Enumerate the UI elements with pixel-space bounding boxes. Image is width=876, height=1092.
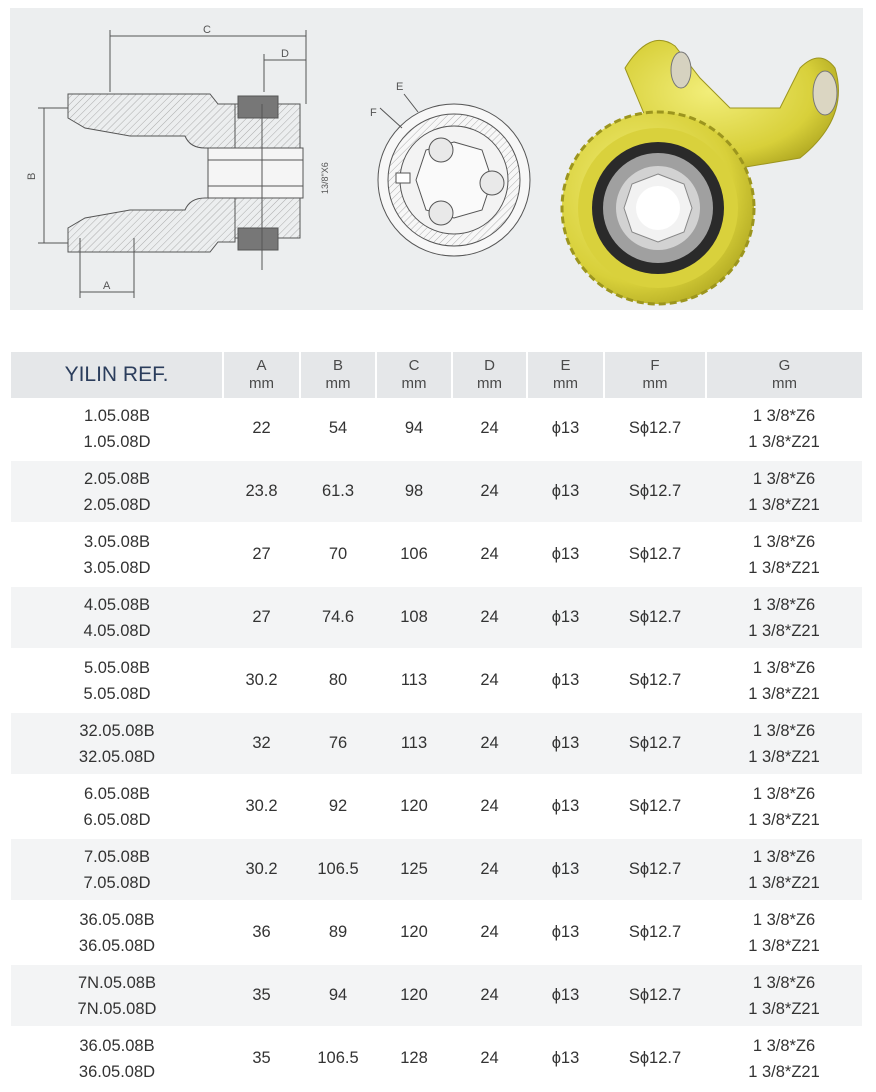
cell-a: 27 (223, 586, 300, 649)
header-g: G mm (706, 352, 862, 398)
cell-b: 54 (328, 419, 348, 437)
cell-c: 108 (376, 586, 452, 649)
table-row (11, 460, 862, 523)
header-c: C mm (376, 352, 452, 398)
cell-b: 70 (300, 523, 376, 586)
cell-ref: 7N.05.08B 7N.05.08D (11, 964, 223, 1027)
cell-g: 1 3/8*Z6 1 3/8*Z21 (706, 712, 862, 775)
cell-a: 27 (223, 523, 300, 586)
cell-a: 36 (223, 901, 300, 964)
cell-b: 61.3 (300, 460, 376, 523)
spline-label: 13/8"X6 (320, 162, 330, 194)
dimension-label-e: E (396, 81, 404, 93)
cell-d: 24 (452, 586, 527, 649)
side-section-view (38, 30, 306, 298)
cell-ref: 4.05.08B 4.05.08D (11, 586, 223, 649)
table-row (11, 964, 862, 1027)
cell-f: Sϕ12.7 (604, 964, 706, 1027)
cell-b: 80 (300, 649, 376, 712)
cell-c: 125 (376, 838, 452, 901)
cell-f: Sϕ12.7 (604, 523, 706, 586)
cell-d: 24 (480, 419, 499, 437)
cell-a: 35 (223, 964, 300, 1027)
cell-a: 22 (252, 419, 271, 437)
technical-drawing (10, 8, 863, 310)
cell-c: 94 (404, 419, 424, 437)
cell-f: Sϕ12.7 (604, 901, 706, 964)
cell-d: 24 (452, 649, 527, 712)
dimension-label-c: C (203, 24, 211, 36)
cell-d: 24 (452, 1027, 527, 1089)
dimension-label-b: B (26, 172, 38, 180)
table-row (11, 649, 862, 712)
cell-ref: 6.05.08B 6.05.08D (11, 775, 223, 838)
table-row (11, 901, 862, 964)
cell-g: 1 3/8*Z6 1 3/8*Z21 (706, 586, 862, 649)
cell-f: Sϕ12.7 (604, 775, 706, 838)
table-row (11, 775, 862, 838)
cell-c: 120 (376, 901, 452, 964)
header-ref: YILIN REF. (11, 352, 223, 398)
cell-g: 1 3/8*Z6 1 3/8*Z21 (706, 964, 862, 1027)
cell-ref: 2.05.08B 2.05.08D (11, 460, 223, 523)
cell-c: 120 (376, 775, 452, 838)
table-row (11, 398, 862, 460)
cell-f: Sϕ12.7 (604, 649, 706, 712)
cell-ref: 7.05.08B 7.05.08D (11, 838, 223, 901)
cell-a: 32 (223, 712, 300, 775)
cell-f: Sϕ12.7 (604, 460, 706, 523)
cell-b: 76 (300, 712, 376, 775)
cell-ref: 32.05.08B 32.05.08D (11, 712, 223, 775)
cell-g: 1 3/8*Z6 1 3/8*Z21 (706, 460, 862, 523)
cell-a: 30.2 (223, 649, 300, 712)
table-row (11, 838, 862, 901)
cell-d: 24 (452, 964, 527, 1027)
cell-e: ϕ13 (527, 964, 604, 1027)
cell-g: 1 3/8*Z6 1 3/8*Z21 (748, 406, 820, 451)
header-a: A mm (223, 352, 300, 398)
cell-f: Sϕ12.7 (604, 712, 706, 775)
cell-e: ϕ13 (527, 649, 604, 712)
cell-a: 30.2 (223, 775, 300, 838)
table-row (11, 523, 862, 586)
cell-d: 24 (452, 838, 527, 901)
cell-a: 23.8 (223, 460, 300, 523)
cell-b: 92 (300, 775, 376, 838)
table-row (11, 712, 862, 775)
header-e: E mm (527, 352, 604, 398)
cell-ref: 1.05.08B 1.05.08D (83, 406, 151, 451)
cell-g: 1 3/8*Z6 1 3/8*Z21 (706, 775, 862, 838)
dimension-label-f: F (370, 107, 377, 119)
cell-d: 24 (452, 775, 527, 838)
product-figure (10, 8, 863, 310)
cell-d: 24 (452, 460, 527, 523)
cell-c: 113 (376, 649, 452, 712)
cell-c: 128 (376, 1027, 452, 1089)
table-header-row (11, 352, 862, 398)
cell-e: ϕ13 (527, 460, 604, 523)
cell-ref: 36.05.08B 36.05.08D (11, 1027, 223, 1089)
table-row (11, 586, 862, 649)
cell-g: 1 3/8*Z6 1 3/8*Z21 (706, 1027, 862, 1089)
cell-d: 24 (452, 523, 527, 586)
cell-c: 120 (376, 964, 452, 1027)
cell-b: 74.6 (300, 586, 376, 649)
cell-f: Sϕ12.7 (628, 419, 682, 437)
specification-table (11, 352, 862, 1089)
cell-e: ϕ13 (527, 1027, 604, 1089)
cell-e: ϕ13 (551, 419, 580, 437)
cell-f: Sϕ12.7 (604, 586, 706, 649)
header-f: F mm (604, 352, 706, 398)
cell-g: 1 3/8*Z6 1 3/8*Z21 (706, 649, 862, 712)
cell-b: 106.5 (300, 838, 376, 901)
cell-d: 24 (452, 712, 527, 775)
cell-g: 1 3/8*Z6 1 3/8*Z21 (706, 838, 862, 901)
cell-c: 98 (376, 460, 452, 523)
cell-f: Sϕ12.7 (604, 1027, 706, 1089)
front-view (378, 94, 530, 256)
cell-a: 35 (223, 1027, 300, 1089)
cell-ref: 3.05.08B 3.05.08D (11, 523, 223, 586)
cell-e: ϕ13 (527, 838, 604, 901)
cell-e: ϕ13 (527, 586, 604, 649)
cell-d: 24 (452, 901, 527, 964)
cell-b: 94 (300, 964, 376, 1027)
cell-e: ϕ13 (527, 775, 604, 838)
cell-ref: 36.05.08B 36.05.08D (11, 901, 223, 964)
cell-g: 1 3/8*Z6 1 3/8*Z21 (706, 901, 862, 964)
cell-e: ϕ13 (527, 712, 604, 775)
cell-c: 113 (376, 712, 452, 775)
header-d: D mm (452, 352, 527, 398)
cell-ref: 5.05.08B 5.05.08D (11, 649, 223, 712)
cell-g: 1 3/8*Z6 1 3/8*Z21 (706, 523, 862, 586)
cell-e: ϕ13 (527, 901, 604, 964)
cell-b: 89 (300, 901, 376, 964)
dimension-label-a: A (103, 280, 111, 292)
table-row (11, 1027, 862, 1089)
cell-b: 106.5 (300, 1027, 376, 1089)
product-photo (562, 40, 838, 304)
header-b: B mm (300, 352, 376, 398)
dimension-label-d: D (281, 48, 289, 60)
cell-a: 30.2 (223, 838, 300, 901)
cell-c: 106 (376, 523, 452, 586)
cell-e: ϕ13 (527, 523, 604, 586)
cell-f: Sϕ12.7 (604, 838, 706, 901)
